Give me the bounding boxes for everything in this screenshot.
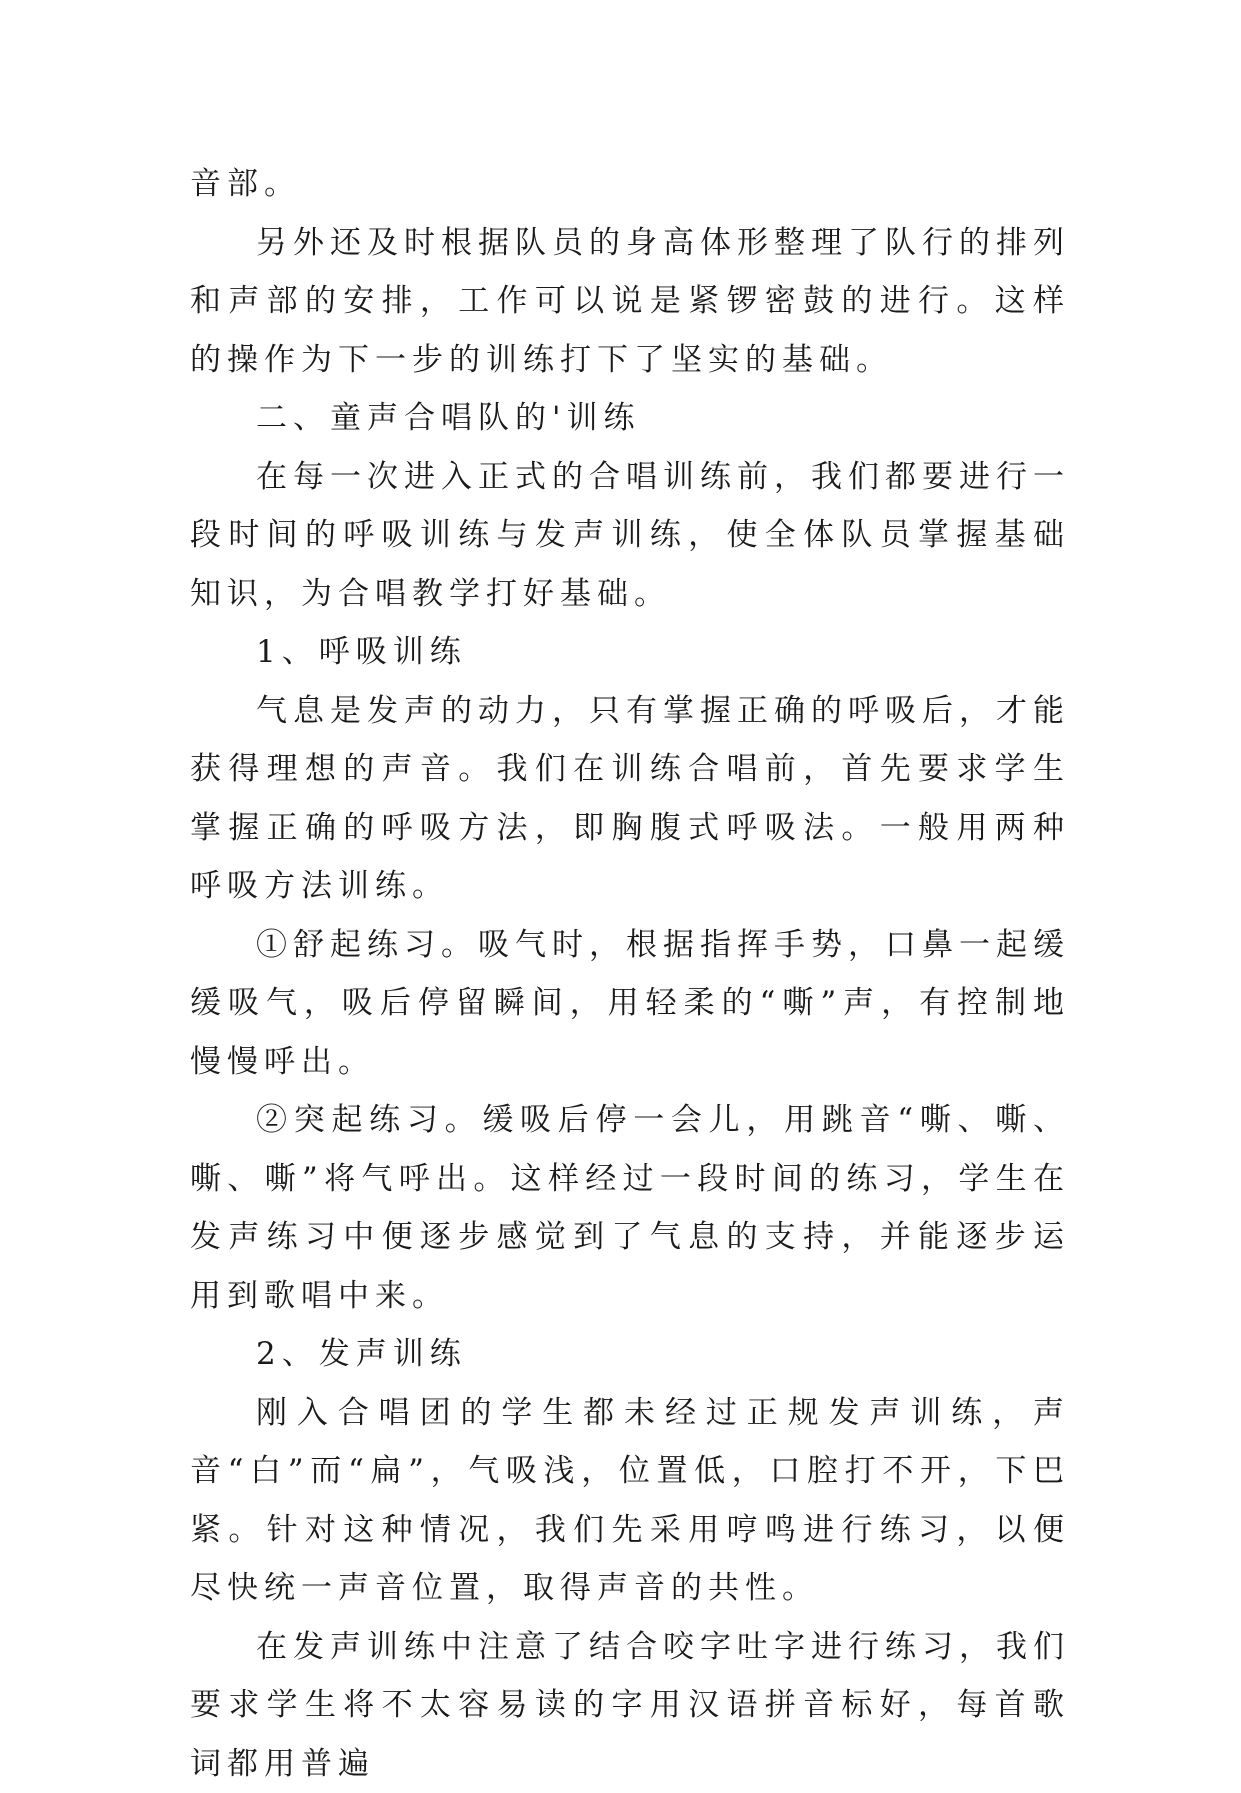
subheading-breathing: 1、呼吸训练 [190, 623, 1070, 682]
document-body [190, 155, 1070, 1793]
paragraph-training-intro: 在每一次进入正式的合唱训练前，我们都要进行一段时间的呼吸训练与发声训练，使全体队员掌握基础知识，为合唱教学打好基础。 [190, 448, 1070, 624]
section-heading-training: 二、童声合唱队的'训练 [190, 389, 1070, 448]
paragraph-exercise-1: ①舒起练习。吸气时，根据指挥手势，口鼻一起缓缓吸气，吸后停留瞬间，用轻柔的“嘶”声，有控制地慢慢呼出。 [190, 916, 1070, 1092]
paragraph-vocalization: 刚入合唱团的学生都未经过正规发声训练，声音“白”而“扁”，气吸浅，位置低，口腔打不开，下巴紧。针对这种情况，我们先采用哼鸣进行练习，以便尽快统一声音位置，取得声音的共性。 [190, 1384, 1070, 1618]
paragraph-exercise-2: ②突起练习。缓吸后停一会儿，用跳音“嘶、嘶、嘶、嘶”将气呼出。这样经过一段时间的练习，学生在发声练习中便逐步感觉到了气息的支持，并能逐步运用到歌唱中来。 [190, 1091, 1070, 1325]
paragraph-breathing: 气息是发声的动力，只有掌握正确的呼吸后，才能获得理想的声音。我们在训练合唱前，首先要求学生掌握正确的呼吸方法，即胸腹式呼吸法。一般用两种呼吸方法训练。 [190, 682, 1070, 916]
paragraph-diction: 在发声训练中注意了结合咬字吐字进行练习，我们要求学生将不太容易读的字用汉语拼音标好，每首歌词都用普遍 [190, 1618, 1070, 1793]
paragraph-formation: 另外还及时根据队员的身高体形整理了队行的排列和声部的安排，工作可以说是紧锣密鼓的进行。这样的操作为下一步的训练打下了坚实的基础。 [190, 214, 1070, 390]
paragraph-continuation: 音部。 [190, 155, 1070, 214]
subheading-vocalization: 2、发声训练 [190, 1325, 1070, 1384]
